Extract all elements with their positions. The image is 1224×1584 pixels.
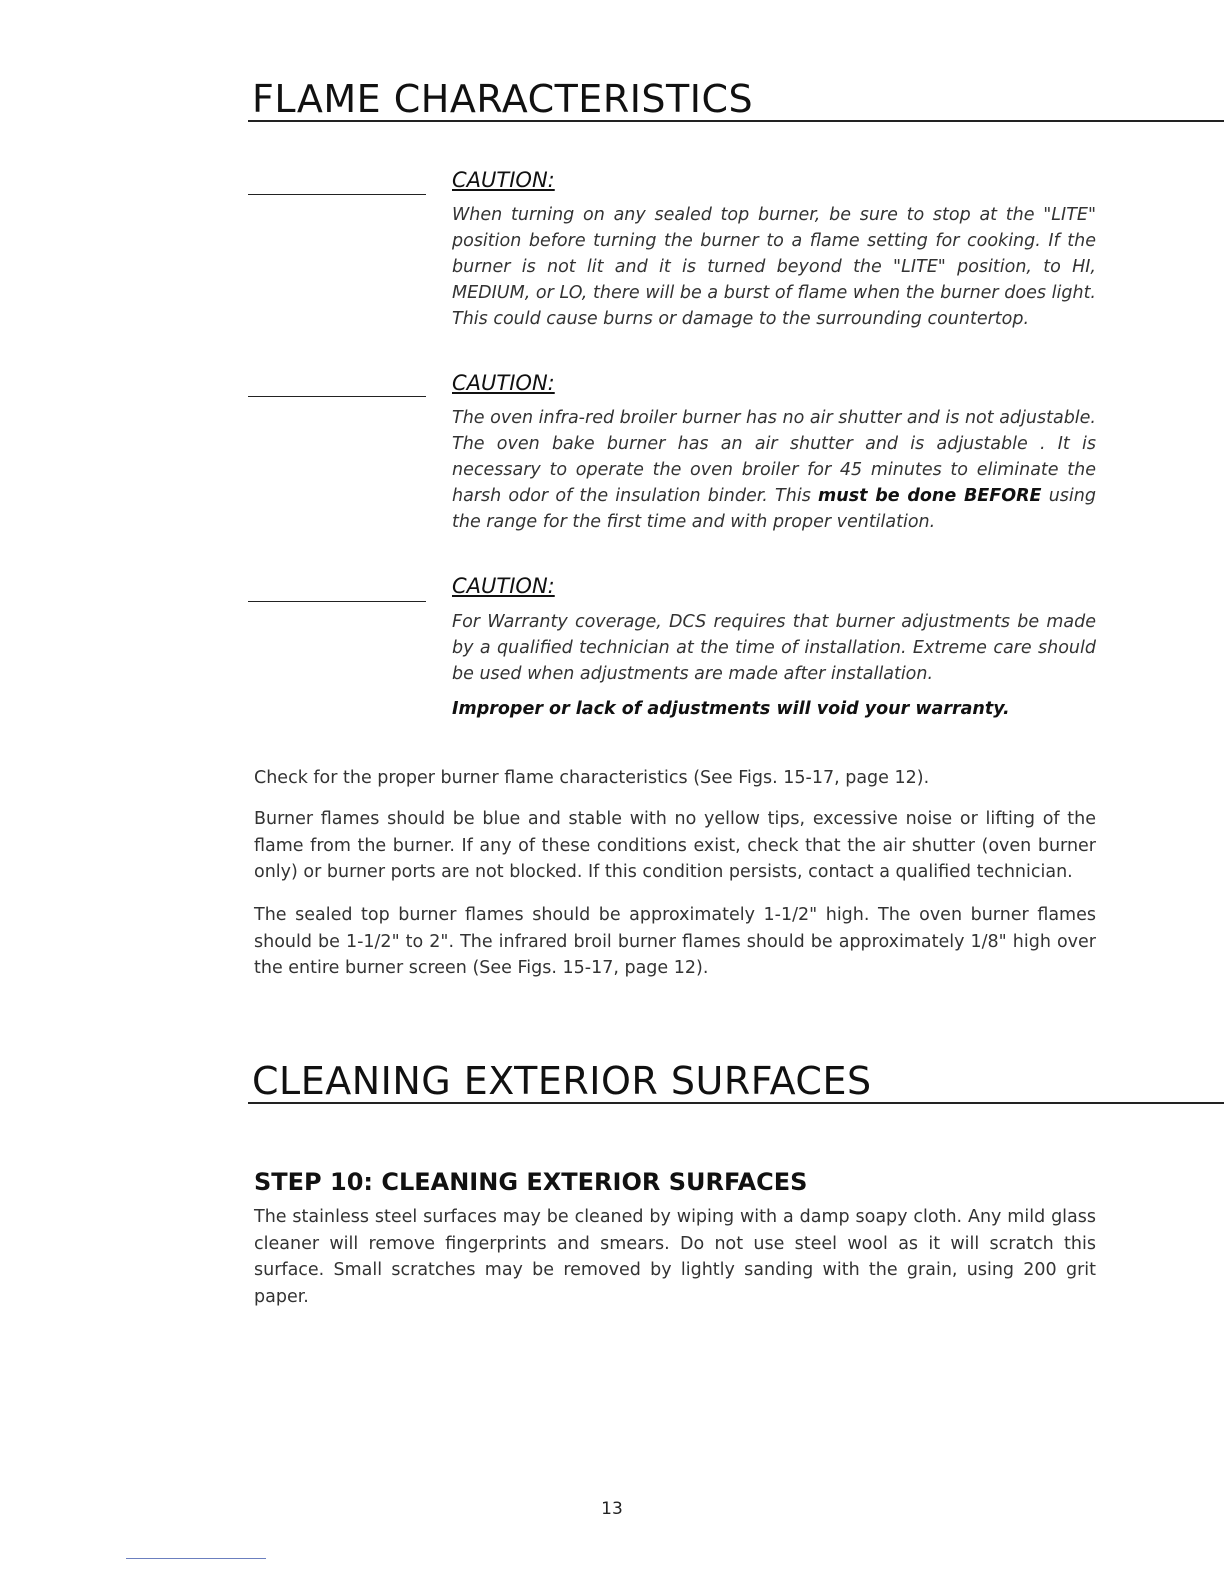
caution-label: CAUTION: xyxy=(452,371,555,395)
step-title: STEP 10: CLEANING EXTERIOR SURFACES xyxy=(254,1168,808,1196)
warranty-warning-text: Improper or lack of adjustments will void your warranty. xyxy=(452,699,1010,719)
caution-rule xyxy=(248,194,426,195)
caution-label: CAUTION: xyxy=(452,574,555,598)
caution-text-broiler-burner xyxy=(452,405,1096,535)
warranty-warning xyxy=(452,696,1096,722)
caution-text-part: using the range for the first time and with proper ventilation. xyxy=(452,486,1096,532)
paragraph-flame-height: The sealed top burner flames should be approximately 1-1/2" high. The oven burner flames should be 1-1/2" to 2". The infrared broil burner flames should be approximately 1/8" high over the entire burner screen (See Figs. 15-17, page 12). xyxy=(254,905,1096,978)
caution-text-warranty: For Warranty coverage, DCS requires that burner adjustments be made by a qualified technician at the time of installation. Extreme care should be used when adjustments are made after installation. xyxy=(452,612,1096,684)
paragraph-check-flame: Check for the proper burner flame characteristics (See Figs. 15-17, page 12). xyxy=(254,768,930,788)
section-title-cleaning-exterior-surfaces: CLEANING EXTERIOR SURFACES xyxy=(248,1062,1224,1104)
caution-text-part: The oven infra-red broiler burner has no air shutter and is not adjustable. The oven bake burner has an air shutter and is adjustable . It is necessary to operate the oven broiler for 45 minutes to eliminate the harsh odor of the insulation binder. This xyxy=(452,408,1096,506)
bottom-rule xyxy=(126,1558,266,1559)
caution-text-lite-position: When turning on any sealed top burner, be sure to stop at the "LITE" position before turning the burner to a flame setting for cooking. If the burner is not lit and it is turned beyond the "LITE" position, to HI, MEDIUM, or LO, there will be a burst of flame when the burner does light. This could cause burns or damage to the surrounding countertop. xyxy=(452,205,1096,329)
page-number: 13 xyxy=(601,1499,623,1519)
section-title-flame-characteristics: FLAME CHARACTERISTICS xyxy=(248,80,1224,122)
caution-rule xyxy=(248,396,426,397)
paragraph-flame-color: Burner flames should be blue and stable with no yellow tips, excessive noise or lifting of the flame from the burner. If any of these conditions exist, check that the air shutter (oven burner only) or burner ports are not blocked. If this condition persists, contact a qualified technician. xyxy=(254,809,1096,882)
caution-label: CAUTION: xyxy=(452,168,555,192)
paragraph-cleaning: The stainless steel surfaces may be cleaned by wiping with a damp soapy cloth. Any mild glass cleaner will remove fingerprints and smears. Do not use steel wool as it will scratch this surface. Small scratches may be removed by lightly sanding with the grain, using 200 grit paper. xyxy=(254,1207,1096,1307)
caution-emphasis: must be done BEFORE xyxy=(818,486,1042,506)
caution-rule xyxy=(248,601,426,602)
